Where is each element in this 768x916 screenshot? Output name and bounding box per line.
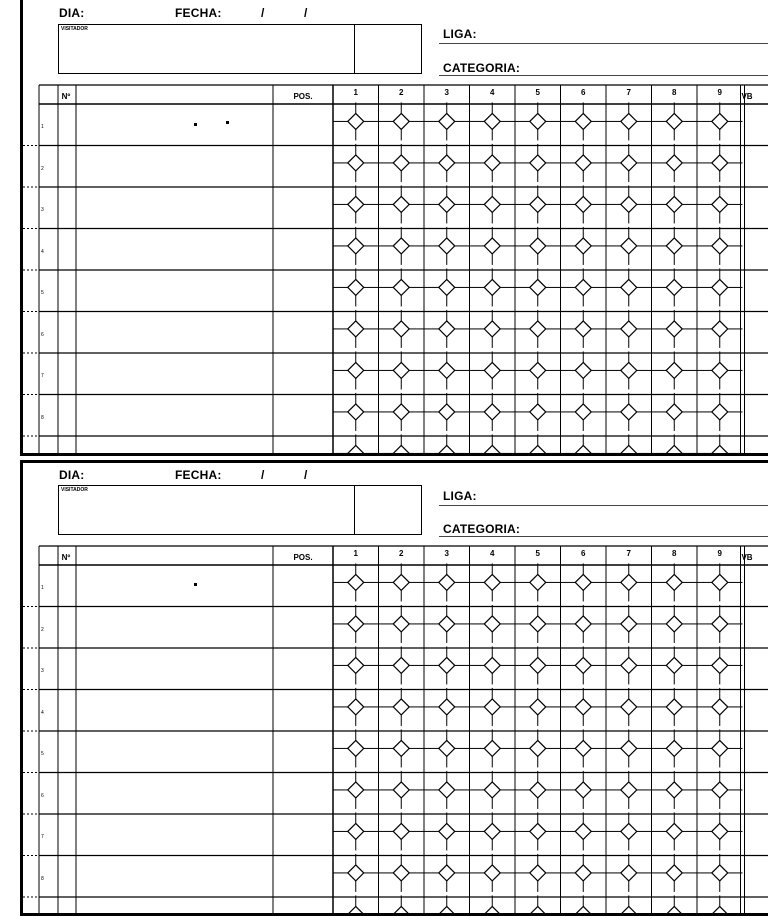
base-diamond[interactable] — [439, 404, 455, 420]
base-diamond[interactable] — [348, 865, 364, 881]
base-diamond[interactable] — [439, 782, 455, 798]
base-diamond[interactable] — [484, 657, 500, 673]
base-diamond[interactable] — [530, 616, 546, 632]
base-diamond[interactable] — [621, 657, 637, 673]
base-diamond[interactable] — [712, 906, 728, 916]
base-diamond[interactable] — [393, 279, 409, 295]
row-number: 7 — [41, 834, 44, 840]
fecha-label: FECHA: — [175, 6, 222, 20]
base-diamond[interactable] — [621, 906, 637, 916]
base-diamond[interactable] — [666, 865, 682, 881]
base-diamond[interactable] — [575, 196, 591, 212]
dia-label: DIA: — [59, 468, 85, 482]
inning-header: 3 — [444, 549, 449, 558]
base-diamond[interactable] — [484, 906, 500, 916]
base-diamond[interactable] — [484, 196, 500, 212]
base-diamond[interactable] — [712, 279, 728, 295]
base-diamond[interactable] — [393, 699, 409, 715]
base-diamond[interactable] — [666, 657, 682, 673]
base-diamond[interactable] — [621, 404, 637, 420]
row-number: 6 — [41, 331, 44, 338]
base-diamond[interactable] — [530, 362, 546, 378]
base-diamond[interactable] — [348, 699, 364, 715]
header-number: Nº — [61, 553, 71, 562]
base-diamond[interactable] — [621, 362, 637, 378]
row-number: 4 — [41, 248, 44, 255]
base-diamond[interactable] — [348, 740, 364, 756]
base-diamond[interactable] — [712, 699, 728, 715]
base-diamond[interactable] — [439, 238, 455, 254]
base-diamond[interactable] — [530, 657, 546, 673]
base-diamond[interactable] — [621, 574, 637, 590]
base-diamond[interactable] — [575, 445, 591, 456]
base-diamond[interactable] — [348, 782, 364, 798]
row-number: 3 — [41, 668, 44, 674]
base-diamond[interactable] — [348, 362, 364, 378]
row-number: 2 — [41, 165, 44, 172]
base-diamond[interactable] — [484, 362, 500, 378]
base-diamond[interactable] — [530, 113, 546, 129]
inning-header: 5 — [535, 88, 540, 97]
base-diamond[interactable] — [348, 445, 364, 456]
visitador-label: VISITADOR — [61, 26, 88, 32]
base-diamond[interactable] — [666, 699, 682, 715]
base-diamond[interactable] — [666, 279, 682, 295]
base-diamond[interactable] — [393, 865, 409, 881]
base-diamond[interactable] — [712, 404, 728, 420]
base-diamond[interactable] — [393, 782, 409, 798]
base-diamond[interactable] — [393, 657, 409, 673]
base-diamond[interactable] — [348, 196, 364, 212]
base-diamond[interactable] — [484, 699, 500, 715]
base-diamond[interactable] — [666, 823, 682, 839]
inning-header: 7 — [626, 549, 631, 558]
base-diamond[interactable] — [575, 865, 591, 881]
base-diamond[interactable] — [666, 321, 682, 337]
fecha-separator: / — [304, 6, 308, 20]
base-diamond[interactable] — [393, 404, 409, 420]
header-position: POS. — [293, 92, 313, 101]
lineup-grid — [23, 463, 768, 916]
base-diamond[interactable] — [575, 699, 591, 715]
inning-header: 7 — [626, 88, 631, 97]
base-diamond[interactable] — [575, 321, 591, 337]
base-diamond[interactable] — [712, 574, 728, 590]
base-diamond[interactable] — [666, 445, 682, 456]
header-vb: VB — [741, 553, 753, 562]
base-diamond[interactable] — [484, 113, 500, 129]
base-diamond[interactable] — [484, 404, 500, 420]
base-diamond[interactable] — [712, 445, 728, 456]
base-diamond[interactable] — [439, 113, 455, 129]
base-diamond[interactable] — [666, 782, 682, 798]
base-diamond[interactable] — [621, 616, 637, 632]
base-diamond[interactable] — [439, 362, 455, 378]
pen-mark — [194, 123, 197, 126]
base-diamond[interactable] — [484, 616, 500, 632]
fecha-separator: / — [304, 468, 308, 482]
base-diamond[interactable] — [484, 865, 500, 881]
base-diamond[interactable] — [530, 196, 546, 212]
base-diamond[interactable] — [575, 238, 591, 254]
base-diamond[interactable] — [530, 699, 546, 715]
categoria-label: CATEGORIA: — [443, 522, 521, 536]
base-diamond[interactable] — [439, 321, 455, 337]
header-position: POS. — [293, 553, 313, 562]
base-diamond[interactable] — [712, 155, 728, 171]
liga-label: LIGA: — [443, 489, 477, 503]
inning-header: 9 — [717, 88, 722, 97]
base-diamond[interactable] — [530, 740, 546, 756]
base-diamond[interactable] — [348, 321, 364, 337]
base-diamond[interactable] — [439, 657, 455, 673]
base-diamond[interactable] — [575, 279, 591, 295]
base-diamond[interactable] — [348, 657, 364, 673]
base-diamond[interactable] — [484, 574, 500, 590]
base-diamond[interactable] — [530, 238, 546, 254]
base-diamond[interactable] — [484, 823, 500, 839]
row-number: 1 — [41, 585, 44, 591]
base-diamond[interactable] — [439, 906, 455, 916]
base-diamond[interactable] — [348, 574, 364, 590]
lineup-grid — [23, 0, 768, 456]
base-diamond[interactable] — [348, 823, 364, 839]
base-diamond[interactable] — [712, 362, 728, 378]
base-diamond[interactable] — [712, 196, 728, 212]
inning-header: 6 — [581, 549, 586, 558]
base-diamond[interactable] — [393, 574, 409, 590]
base-diamond[interactable] — [530, 574, 546, 590]
base-diamond[interactable] — [621, 238, 637, 254]
inning-header: 6 — [581, 88, 586, 97]
base-diamond[interactable] — [621, 155, 637, 171]
base-diamond[interactable] — [575, 616, 591, 632]
base-diamond[interactable] — [439, 279, 455, 295]
row-number: 7 — [41, 373, 44, 379]
base-diamond[interactable] — [621, 445, 637, 456]
scoresheet-top — [20, 0, 768, 456]
base-diamond[interactable] — [530, 279, 546, 295]
base-diamond[interactable] — [393, 616, 409, 632]
liga-label: LIGA: — [443, 27, 477, 41]
base-diamond[interactable] — [348, 238, 364, 254]
base-diamond[interactable] — [621, 865, 637, 881]
base-diamond[interactable] — [666, 238, 682, 254]
base-diamond[interactable] — [621, 196, 637, 212]
base-diamond[interactable] — [393, 238, 409, 254]
base-diamond[interactable] — [439, 574, 455, 590]
base-diamond[interactable] — [348, 155, 364, 171]
base-diamond[interactable] — [484, 155, 500, 171]
row-number: 4 — [41, 709, 44, 716]
base-diamond[interactable] — [712, 238, 728, 254]
base-diamond[interactable] — [530, 445, 546, 456]
base-diamond[interactable] — [712, 321, 728, 337]
base-diamond[interactable] — [393, 362, 409, 378]
base-diamond[interactable] — [712, 616, 728, 632]
inning-header: 2 — [399, 88, 404, 97]
row-number: 5 — [41, 751, 44, 757]
base-diamond[interactable] — [666, 362, 682, 378]
base-diamond[interactable] — [484, 279, 500, 295]
base-diamond[interactable] — [348, 616, 364, 632]
base-diamond[interactable] — [666, 574, 682, 590]
base-diamond[interactable] — [712, 113, 728, 129]
base-diamond[interactable] — [530, 865, 546, 881]
pen-mark — [226, 121, 229, 124]
base-diamond[interactable] — [439, 445, 455, 456]
base-diamond[interactable] — [393, 321, 409, 337]
base-diamond[interactable] — [666, 740, 682, 756]
row-number: 8 — [41, 875, 44, 882]
base-diamond[interactable] — [484, 740, 500, 756]
base-diamond[interactable] — [712, 740, 728, 756]
base-diamond[interactable] — [530, 823, 546, 839]
base-diamond[interactable] — [439, 155, 455, 171]
categoria-label: CATEGORIA: — [443, 61, 521, 75]
fecha-separator: / — [261, 6, 265, 20]
pen-mark — [194, 583, 197, 586]
scoresheet-bottom — [20, 460, 768, 916]
base-diamond[interactable] — [575, 906, 591, 916]
base-diamond[interactable] — [393, 155, 409, 171]
base-diamond[interactable] — [575, 404, 591, 420]
row-number: 1 — [41, 124, 44, 130]
header-vb: VB — [741, 92, 753, 101]
base-diamond[interactable] — [575, 113, 591, 129]
base-diamond[interactable] — [348, 279, 364, 295]
base-diamond[interactable] — [712, 657, 728, 673]
base-diamond[interactable] — [530, 404, 546, 420]
base-diamond[interactable] — [575, 362, 591, 378]
dia-label: DIA: — [59, 6, 85, 20]
base-diamond[interactable] — [393, 740, 409, 756]
header-number: Nº — [61, 92, 71, 101]
inning-header: 3 — [444, 88, 449, 97]
base-diamond[interactable] — [712, 823, 728, 839]
base-diamond[interactable] — [439, 196, 455, 212]
base-diamond[interactable] — [393, 823, 409, 839]
fecha-label: FECHA: — [175, 468, 222, 482]
row-number: 5 — [41, 290, 44, 296]
base-diamond[interactable] — [439, 616, 455, 632]
base-diamond[interactable] — [484, 238, 500, 254]
base-diamond[interactable] — [439, 865, 455, 881]
inning-header: 4 — [490, 88, 495, 97]
inning-header: 8 — [672, 88, 677, 97]
base-diamond[interactable] — [393, 445, 409, 456]
inning-header: 2 — [399, 549, 404, 558]
row-number: 3 — [41, 207, 44, 213]
base-diamond[interactable] — [530, 782, 546, 798]
base-diamond[interactable] — [348, 113, 364, 129]
base-diamond[interactable] — [393, 196, 409, 212]
base-diamond[interactable] — [393, 113, 409, 129]
inning-header: 1 — [353, 549, 358, 558]
base-diamond[interactable] — [348, 906, 364, 916]
base-diamond[interactable] — [575, 823, 591, 839]
visitador-label: VISITADOR — [61, 487, 88, 493]
row-number: 8 — [41, 414, 44, 421]
inning-header: 8 — [672, 549, 677, 558]
base-diamond[interactable] — [439, 699, 455, 715]
base-diamond[interactable] — [575, 740, 591, 756]
base-diamond[interactable] — [621, 321, 637, 337]
base-diamond[interactable] — [621, 782, 637, 798]
base-diamond[interactable] — [712, 782, 728, 798]
base-diamond[interactable] — [621, 699, 637, 715]
base-diamond[interactable] — [530, 155, 546, 171]
inning-header: 1 — [353, 88, 358, 97]
base-diamond[interactable] — [348, 404, 364, 420]
base-diamond[interactable] — [621, 113, 637, 129]
fecha-separator: / — [261, 468, 265, 482]
row-number: 6 — [41, 792, 44, 799]
base-diamond[interactable] — [666, 404, 682, 420]
base-diamond[interactable] — [484, 445, 500, 456]
base-diamond[interactable] — [575, 155, 591, 171]
base-diamond[interactable] — [666, 906, 682, 916]
base-diamond[interactable] — [484, 321, 500, 337]
base-diamond[interactable] — [621, 823, 637, 839]
base-diamond[interactable] — [575, 782, 591, 798]
base-diamond[interactable] — [666, 113, 682, 129]
base-diamond[interactable] — [439, 740, 455, 756]
base-diamond[interactable] — [712, 865, 728, 881]
base-diamond[interactable] — [666, 155, 682, 171]
inning-header: 5 — [535, 549, 540, 558]
base-diamond[interactable] — [575, 657, 591, 673]
base-diamond[interactable] — [666, 196, 682, 212]
inning-header: 9 — [717, 549, 722, 558]
base-diamond[interactable] — [439, 823, 455, 839]
base-diamond[interactable] — [621, 279, 637, 295]
base-diamond[interactable] — [530, 906, 546, 916]
inning-header: 4 — [490, 549, 495, 558]
base-diamond[interactable] — [621, 740, 637, 756]
base-diamond[interactable] — [575, 574, 591, 590]
base-diamond[interactable] — [484, 782, 500, 798]
base-diamond[interactable] — [530, 321, 546, 337]
row-number: 2 — [41, 626, 44, 633]
base-diamond[interactable] — [393, 906, 409, 916]
base-diamond[interactable] — [666, 616, 682, 632]
